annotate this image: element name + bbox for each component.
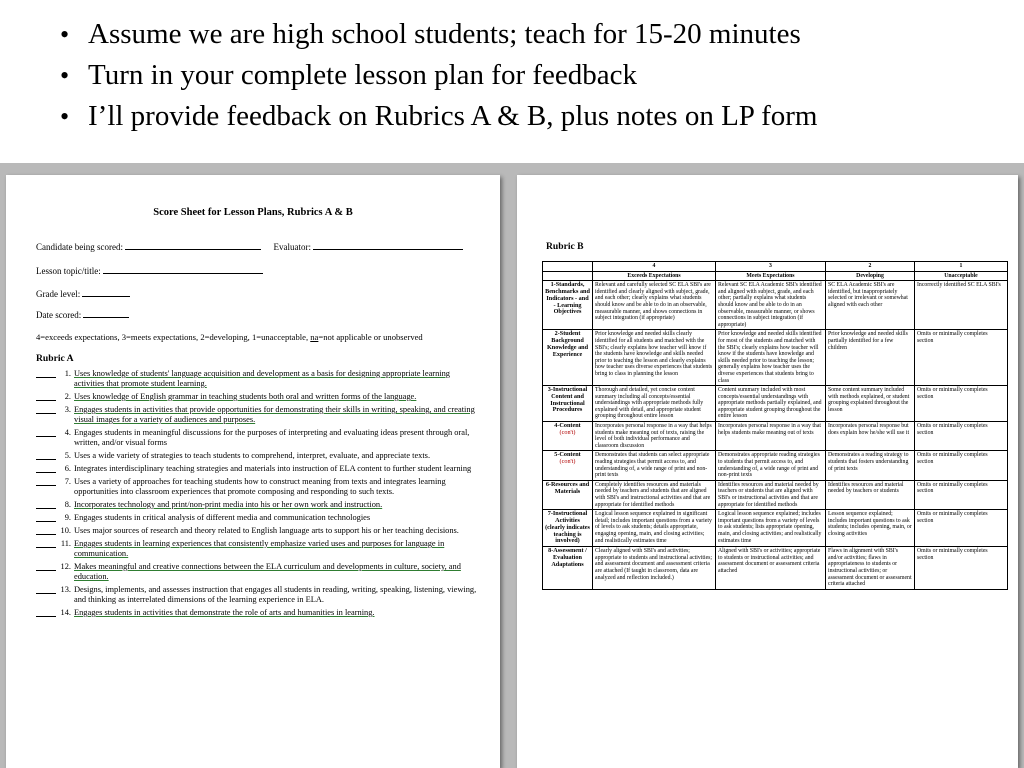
criterion-cell xyxy=(543,451,593,480)
item-text: Uses knowledge of students' language acquisition and development as a basis for designing appropriate learning activities that promote student learning. xyxy=(74,369,450,388)
item-text: Integrates interdisciplinary teaching strategies and materials into instruction of ELA content to further student learning xyxy=(74,464,472,473)
rubric-item xyxy=(36,526,482,536)
table-row xyxy=(543,281,1008,330)
topic-label: Lesson topic/title: xyxy=(36,266,101,276)
grade-field xyxy=(36,288,130,299)
item-number: 13. xyxy=(60,585,71,594)
rubric-item xyxy=(36,464,482,474)
criterion-label: 5-Content xyxy=(554,451,581,459)
topic-field xyxy=(36,265,263,276)
bullet-text: I’ll provide feedback on Rubrics A & B, plus notes on LP form xyxy=(88,100,818,132)
rubric-item xyxy=(36,477,482,497)
criterion-cell xyxy=(543,386,593,422)
criterion-cell xyxy=(543,480,593,509)
rubric-cell: Prior knowledge and needed skills clearly identified for all students and matched with the SBI's; clearly explains how teacher will know if the students have knowledge and skills needed prior to teaching the lesson and clearly explains how teacher uses diverse experiences that students bring to class in planning the lesson xyxy=(593,330,716,386)
item-text: Engages students in activities that demonstrate the role of arts and humanities in learning. xyxy=(74,608,375,617)
rubric-cell: Prior knowledge and needed skills partially identified for a few children xyxy=(826,330,915,386)
criterion-cell xyxy=(543,330,593,386)
rubric-cell: Completely identifies resources and materials needed by teachers and students that are aligned with SBI's and instructional activities and that are appropriate for identified methods xyxy=(593,480,716,509)
item-number: 11. xyxy=(60,539,71,548)
rubric-item xyxy=(36,513,482,523)
rubric-a-items xyxy=(36,369,482,621)
score-blank xyxy=(36,500,56,509)
rubric-cell: Relevant SC ELA Academic SBI's identified and aligned with subject, grade, and each other; partially explains what students should know and be able to do in an observable, measurable manner, or shows connections in subject integration (if appropriate) xyxy=(716,281,826,330)
rubric-cell: Lesson sequence explained; includes important questions to ask students; includes opening, main, or closing activities xyxy=(826,510,915,547)
score-blank xyxy=(36,464,56,473)
corner-cell xyxy=(543,271,593,281)
rubric-item xyxy=(36,608,482,618)
score-blank xyxy=(36,585,56,594)
grade-blank xyxy=(82,288,130,297)
rubric-cell: Omits or minimally completes section xyxy=(915,330,1008,386)
date-blank xyxy=(83,309,129,318)
rubric-cell: Omits or minimally completes section xyxy=(915,510,1008,547)
criterion-cell xyxy=(543,547,593,590)
item-number: 1. xyxy=(64,369,71,378)
item-text: Uses major sources of research and theory related to English language arts to support his or her teaching decisions. xyxy=(74,526,459,535)
score-sheet-title: Score Sheet for Lesson Plans, Rubrics A & B xyxy=(153,207,353,218)
scale-text-after: =not applicable or unobserved xyxy=(318,332,423,342)
level-header: Exceeds Expectations xyxy=(593,271,716,281)
table-row xyxy=(543,547,1008,590)
criterion-cell xyxy=(543,510,593,547)
continued-label: (con't) xyxy=(559,458,576,466)
criterion-cell xyxy=(543,422,593,451)
table-row xyxy=(543,451,1008,480)
criterion-label: 7-Instructional Activities (clearly indicates teaching is involved) xyxy=(545,510,590,545)
topic-blank xyxy=(103,265,263,274)
bullet-item xyxy=(60,55,1010,96)
rubric-cell: SC ELA Academic SBI's are identified, but inappropriately selected or irrelevant or somewhat aligned with each other xyxy=(826,281,915,330)
criterion-label: 1-Standards, Benchmarks and Indicators - and - Learning Objectives xyxy=(545,281,590,316)
table-row xyxy=(543,510,1008,547)
item-number: 8. xyxy=(64,500,71,509)
criterion-label: 2-Student Background Knowledge and Experience xyxy=(546,330,589,358)
score-blank xyxy=(36,539,56,548)
score-blank xyxy=(36,405,56,414)
score-blank xyxy=(36,477,56,486)
table-row xyxy=(543,330,1008,386)
item-text: Incorporates technology and print/non-print media into his or her own work and instruction. xyxy=(74,500,383,509)
item-text: Engages students in activities that provide opportunities for demonstrating their skills in writing, speaking, and creating visual images for a variety of audiences and purposes. xyxy=(74,405,475,424)
candidate-field xyxy=(36,241,463,252)
rubric-cell: Incorrectly identified SC ELA SBI's xyxy=(915,281,1008,330)
rubric-cell: Omits or minimally completes section xyxy=(915,480,1008,509)
item-text: Engages students in meaningful discussions for the purposes of interpreting and evaluating ideas present through oral, written, and/or visual forms xyxy=(74,428,470,447)
item-number: 9. xyxy=(64,513,71,522)
level-header: Unacceptable xyxy=(915,271,1008,281)
rubric-item xyxy=(36,500,482,510)
candidate-label: Candidate being scored: xyxy=(36,242,123,252)
item-number: 3. xyxy=(64,405,71,414)
slide-bullets xyxy=(60,14,1010,137)
rubric-item xyxy=(36,369,482,389)
table-row xyxy=(543,386,1008,422)
item-text: Uses a wide variety of strategies to teach students to comprehend, interpret, evaluate, and appreciate texts. xyxy=(74,451,431,460)
rubric-b-page xyxy=(517,175,1018,768)
rubric-item xyxy=(36,451,482,461)
item-number: 10. xyxy=(60,526,71,535)
item-number: 12. xyxy=(60,562,71,571)
criterion-label: 4-Content xyxy=(554,422,581,430)
bullet-item xyxy=(60,14,1010,55)
bullet-text: Assume we are high school students; teach for 15-20 minutes xyxy=(88,18,801,50)
criterion-label: 8-Assessment / Evaluation Adaptations xyxy=(548,547,587,568)
score-header-row xyxy=(543,262,1008,272)
corner-cell xyxy=(543,262,593,272)
rubric-cell: Omits or minimally completes section xyxy=(915,422,1008,451)
evaluator-label: Evaluator: xyxy=(273,242,311,252)
score-blank xyxy=(36,392,56,401)
rubric-cell: Identifies resources and material needed by teachers or students that are aligned with SBI's or instructional activities and that are appropriate for identified methods xyxy=(716,480,826,509)
rubric-cell: Omits or minimally completes section xyxy=(915,451,1008,480)
level-header-row xyxy=(543,271,1008,281)
bullet-text: Turn in your complete lesson plan for feedback xyxy=(88,59,637,91)
rubric-item xyxy=(36,392,482,402)
rubric-cell: Content summary included with most concepts/essential understandings with appropriate methods partially explained, and appropriate student grouping throughout the entire lesson xyxy=(716,386,826,422)
rubric-cell: Thorough and detailed, yet concise content summary including all concepts/essential understandings with appropriate methods fully explained with detail, and appropriate student grouping throughout entire lesson xyxy=(593,386,716,422)
rubric-cell: Omits or minimally completes section xyxy=(915,547,1008,590)
item-text: Designs, implements, and assesses instruction that engages all students in reading, writing, speaking, listening, viewing, and thinking as interrelated dimensions of the learning experience in ELA. xyxy=(74,585,477,604)
rubric-item xyxy=(36,562,482,582)
date-field xyxy=(36,309,129,320)
item-text: Uses a variety of approaches for teaching students how to construct meaning from texts and integrates learning opportunities into classroom experiences that promote composing and responding to such texts. xyxy=(74,477,446,496)
rubric-cell: Incorporates personal response but does explain how he/she will use it xyxy=(826,422,915,451)
item-number: 6. xyxy=(64,464,71,473)
rubric-a-heading: Rubric A xyxy=(36,353,74,364)
item-text: Engages students in learning experiences that consistently emphasize varied uses and purposes for language in communication. xyxy=(74,539,445,558)
rubric-cell: Demonstrates that students can select appropriate reading strategies that permit access to, and understanding of, a wide range of print and non-print texts xyxy=(593,451,716,480)
criterion-label: 3-Instructional Content and Instructional Procedures xyxy=(547,386,588,414)
bullet-dot-icon: • xyxy=(60,61,70,90)
rubric-cell: Clearly aligned with SBI's and activities; appropriate to students and instructional activities; and assessment document and assessment criteria are attached (If taught in classroom, data are analyzed and reflection included.) xyxy=(593,547,716,590)
scale-na: na xyxy=(310,332,319,342)
score-header: 1 xyxy=(915,262,1008,272)
date-label: Date scored: xyxy=(36,310,82,320)
rubric-cell: Logical lesson sequence explained in significant detail; includes important questions from a variety of levels to ask students; details appropriate, engaging opening, main, and closing activities; and realistically estimates time xyxy=(593,510,716,547)
continued-label: (con't) xyxy=(559,428,576,436)
score-blank xyxy=(36,451,56,460)
rubric-b-title: Rubric B xyxy=(546,241,584,252)
score-blank xyxy=(36,562,56,571)
criterion-cell xyxy=(543,281,593,330)
table-row xyxy=(543,422,1008,451)
candidate-blank xyxy=(125,241,261,250)
criterion-label: 6-Resources and Materials xyxy=(545,480,590,495)
score-header: 2 xyxy=(826,262,915,272)
rubric-item xyxy=(36,405,482,425)
rubric-b-table xyxy=(542,261,1008,590)
score-blank xyxy=(36,513,56,522)
rubric-cell: Some content summary included with methods explained, or student grouping explained throughout the lesson xyxy=(826,386,915,422)
bullet-item xyxy=(60,96,1010,137)
item-number: 2. xyxy=(64,392,71,401)
rubric-item xyxy=(36,428,482,448)
level-header: Meets Expectations xyxy=(716,271,826,281)
rubric-cell: Relevant and carefully selected SC ELA SBI's are identified and clearly aligned with subject, grade, and each other; clearly explains what students should know and be able to do in an observable, measurable manner, and shows connections in subject integration (if appropriate) xyxy=(593,281,716,330)
rubric-cell: Prior knowledge and needed skills identified for most of the students and matched with the SBI's; clearly explains how teacher will know if the students have knowledge and skills needed prior to teaching the lesson; generally explains how teacher uses the diverse experiences that students bring to class xyxy=(716,330,826,386)
score-blank xyxy=(36,369,56,378)
rubric-cell: Flaws in alignment with SBI's and/or activities; flaws in appropriateness to students or instructional activities; or assessment document or assessment criteria attached xyxy=(826,547,915,590)
score-blank xyxy=(36,428,56,437)
score-header: 3 xyxy=(716,262,826,272)
rubric-cell: Demonstrates a reading strategy to students that fosters understanding of print texts xyxy=(826,451,915,480)
item-text: Engages students in critical analysis of different media and communication technologies xyxy=(74,513,371,522)
scale-text: 4=exceeds expectations, 3=meets expectations, 2=developing, 1=unacceptable, xyxy=(36,332,309,342)
score-sheet-page xyxy=(6,175,500,768)
rubric-cell: Logical lesson sequence explained; includes important questions from a variety of levels to ask students; lists appropriate opening, main, and closing activities; and realistically estimates time xyxy=(716,510,826,547)
item-number: 7. xyxy=(64,477,71,486)
bullet-dot-icon: • xyxy=(60,20,70,49)
score-blank xyxy=(36,608,56,617)
table-row xyxy=(543,480,1008,509)
rubric-cell: Identifies resources and material needed by teachers or students xyxy=(826,480,915,509)
rubric-cell: Incorporates personal response in a way that helps students make meaning out of texts xyxy=(716,422,826,451)
rubric-cell: Demonstrates appropriate reading strategies to students that permit access to, and understanding of, a wide range of print and non-print texts xyxy=(716,451,826,480)
item-number: 14. xyxy=(60,608,71,617)
evaluator-blank xyxy=(313,241,463,250)
rubric-cell: Incorporates personal response in a way that helps students make meaning out of texts, raising the level of both individual performance and classroom discussion xyxy=(593,422,716,451)
bullet-dot-icon: • xyxy=(60,102,70,131)
rubric-cell: Aligned with SBI's or activities; appropriate to students or instructional activities; and assessment document or assessment criteria attached xyxy=(716,547,826,590)
score-blank xyxy=(36,526,56,535)
level-header: Developing xyxy=(826,271,915,281)
rubric-item xyxy=(36,539,482,559)
item-number: 4. xyxy=(64,428,71,437)
scoring-scale xyxy=(36,332,423,342)
item-text: Makes meaningful and creative connections between the ELA curriculum and developments in culture, society, and education. xyxy=(74,562,461,581)
item-number: 5. xyxy=(64,451,71,460)
item-text: Uses knowledge of English grammar in teaching students both oral and written forms of the language. xyxy=(74,392,417,401)
score-header: 4 xyxy=(593,262,716,272)
rubric-cell: Omits or minimally completes section xyxy=(915,386,1008,422)
rubric-item xyxy=(36,585,482,605)
grade-label: Grade level: xyxy=(36,289,81,299)
